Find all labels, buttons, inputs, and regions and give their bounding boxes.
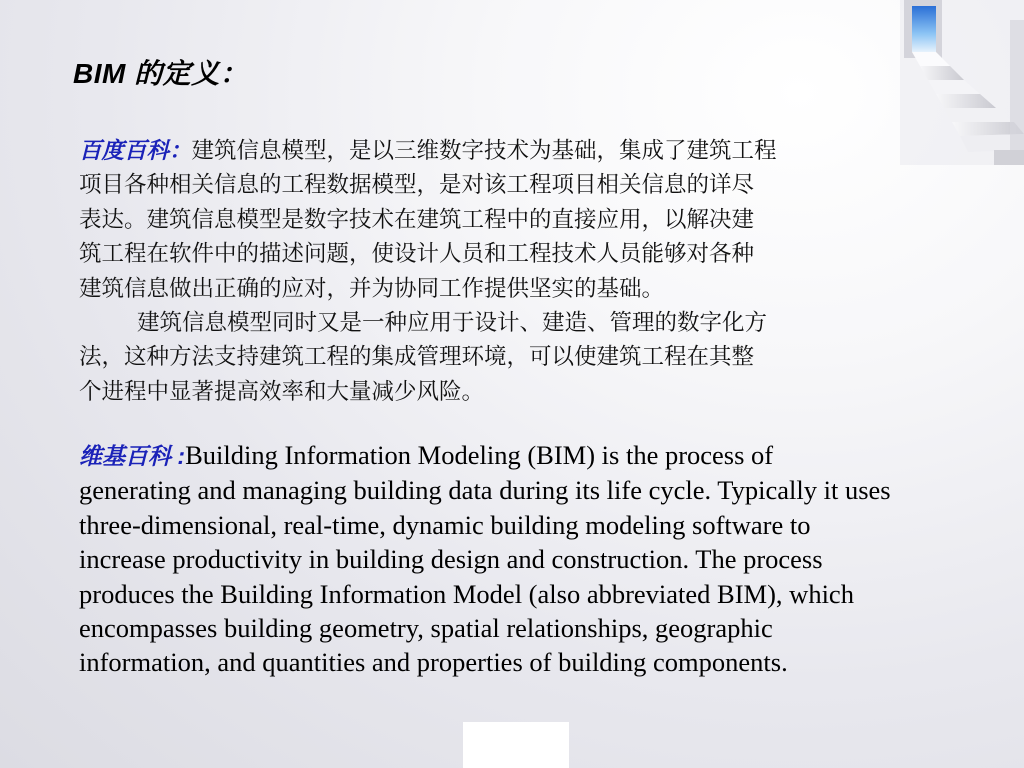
wiki-line-7: information, and quantities and properties of building components.: [79, 647, 788, 678]
baidu-line-2: 项目各种相关信息的工程数据模型，是对该工程项目相关信息的详尽: [79, 172, 755, 199]
wiki-label: 维基百科 :: [79, 443, 186, 469]
wiki-definition: [79, 438, 969, 680]
baidu-line-6: 建筑信息模型同时又是一种应用于设计、建造、管理的数字化方: [137, 310, 768, 337]
baidu-line-1: 百度百科：建筑信息模型，是以三维数字技术为基础，集成了建筑工程: [79, 138, 777, 164]
baidu-line-4: 筑工程在软件中的描述问题，使设计人员和工程技术人员能够对各种: [79, 241, 755, 268]
baidu-line-8: 个进程中显著提高效率和大量减少风险。: [79, 378, 485, 405]
baidu-line-5: 建筑信息做出正确的应对，并为协同工作提供坚实的基础。: [79, 275, 665, 302]
wiki-line-6: encompasses building geometry, spatial relationships, geographic: [79, 613, 773, 644]
wiki-line-1: 维基百科 :Building Information Modeling (BIM) is the process of: [79, 440, 774, 470]
baidu-label: 百度百科：: [79, 138, 192, 163]
wiki-line-5: produces the Building Information Model (also abbreviated BIM), which: [79, 578, 854, 609]
baidu-definition: [79, 134, 969, 409]
wiki-line-3: three-dimensional, real-time, dynamic building modeling software to: [79, 509, 811, 540]
wiki-line-4: increase productivity in building design and construction. The process: [79, 544, 823, 575]
baidu-line-7: 法，这种方法支持建筑工程的集成管理环境，可以使建筑工程在其整: [79, 344, 755, 371]
bottom-tab-decoration: [463, 722, 569, 768]
slide-title: BIM 的定义：: [73, 58, 249, 89]
wiki-line-2: generating and managing building data during its life cycle. Typically it uses: [79, 475, 891, 506]
baidu-line-3: 表达。建筑信息模型是数字技术在建筑工程中的直接应用，以解决建: [79, 206, 755, 233]
